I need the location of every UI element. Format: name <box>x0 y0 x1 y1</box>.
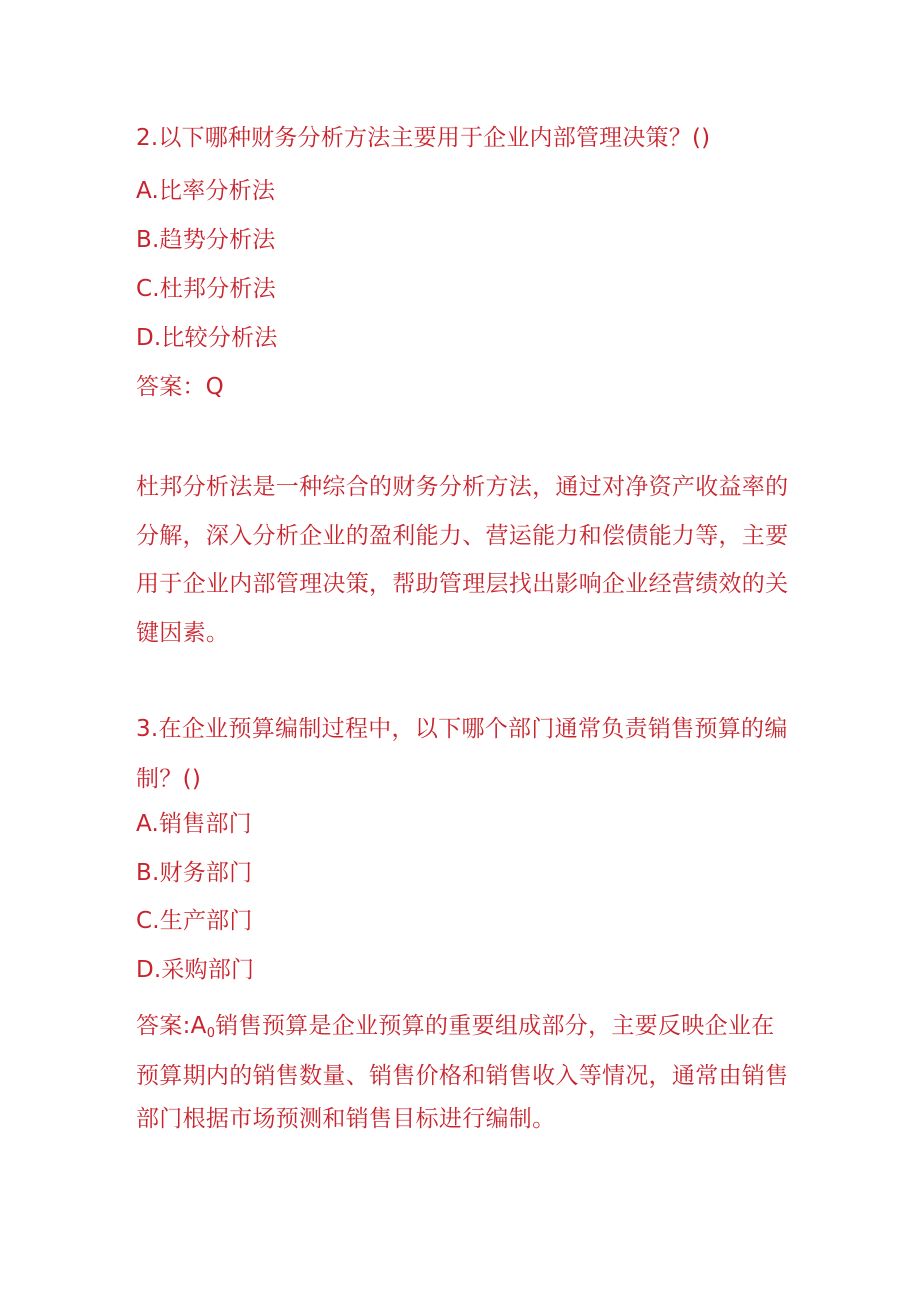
question-3-answer-subscript: 0 <box>206 1026 216 1041</box>
question-2-option-c: C.杜邦分析法 <box>136 276 276 302</box>
question-3-option-d: D.采购部门 <box>136 957 255 983</box>
question-2-stem: 2.以下哪种财务分析方法主要用于企业内部管理决策？() <box>136 125 711 151</box>
question-3-answer-explanation: 销售预算是企业预算的重要组成部分，主要反映企业在预算期内的销售数量、销售价格和销售收入等情况，通常由销售部门根据市场预测和销售目标进行编制。 <box>136 1013 789 1132</box>
question-3-option-a: A.销售部门 <box>136 811 252 837</box>
question-2-option-b: B.趋势分析法 <box>136 227 276 253</box>
question-3-option-c: C.生产部门 <box>136 908 253 934</box>
question-2-explanation: 杜邦分析法是一种综合的财务分析方法，通过对净资产收益率的分解，深入分析企业的盈利能力、营运能力和偿债能力等，主要用于企业内部管理决策，帮助管理层找出影响企业经营绩效的关键因素。 <box>136 474 789 646</box>
question-3-answer-prefix: 答案:A <box>136 1013 207 1039</box>
question-3-option-b: B.财务部门 <box>136 860 253 886</box>
question-2-option-d: D.比较分析法 <box>136 325 278 351</box>
question-2-option-a: A.比率分析法 <box>136 178 276 204</box>
question-3-stem: 3.在企业预算编制过程中，以下哪个部门通常负责销售预算的编制？() <box>136 716 788 792</box>
question-2-answer: 答案：Q <box>136 374 224 400</box>
question-3-answer <box>136 1005 790 1141</box>
